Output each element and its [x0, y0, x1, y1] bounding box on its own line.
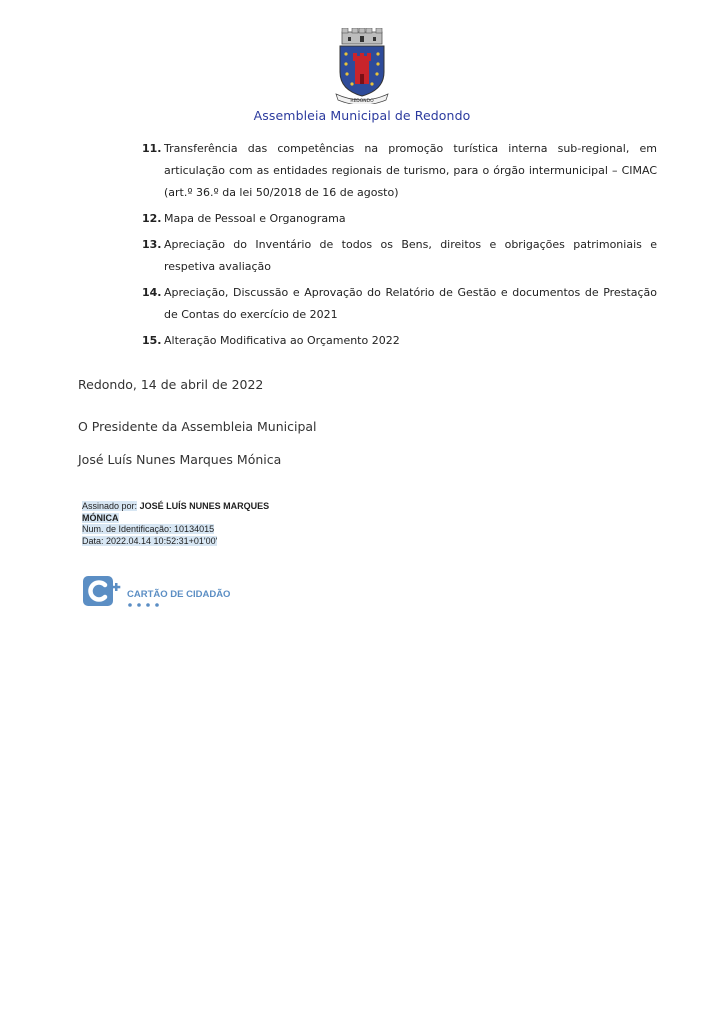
president-title: O Presidente da Assembleia Municipal — [78, 419, 317, 434]
president-name: José Luís Nunes Marques Mónica — [78, 452, 282, 467]
agenda-item-text: Apreciação, Discussão e Aprovação do Relatório de Gestão e documentos de Prestação de Contas do exercício de 2021 — [164, 286, 657, 321]
municipal-crest-icon — [330, 28, 394, 104]
agenda-item-number: 11. — [142, 142, 162, 155]
agenda-list — [142, 138, 657, 356]
digital-signature-block — [82, 501, 282, 547]
agenda-item-number: 13. — [142, 238, 162, 251]
signer-name-line2: MÓNICA — [82, 512, 119, 523]
agenda-item-text: Alteração Modificativa ao Orçamento 2022 — [164, 334, 400, 347]
agenda-item-text: Apreciação do Inventário de todos os Bens, direitos e obrigações patrimoniais e respetiva avaliação — [164, 238, 657, 273]
agenda-item — [142, 330, 657, 352]
agenda-item — [142, 282, 657, 326]
agenda-item-number: 14. — [142, 286, 162, 299]
page-title: Assembleia Municipal de Redondo — [253, 108, 471, 123]
agenda-item — [142, 138, 657, 204]
cartao-de-cidadao-logo-icon — [83, 574, 243, 610]
agenda-item-text: Transferência das competências na promoção turística interna sub-regional, em articulação com as entidades regionais de turismo, para o órgão intermunicipal – CIMAC (art.º 36.º da lei 50/2018 de 16 de agosto) — [164, 142, 657, 199]
agenda-item-text: Mapa de Pessoal e Organograma — [164, 212, 346, 225]
place-date: Redondo, 14 de abril de 2022 — [78, 377, 264, 392]
signature-date-line: Data: 2022.04.14 10:52:31+01'00' — [82, 535, 218, 546]
crest-banner-text: REDONDO — [350, 99, 374, 104]
signer-name-line1: JOSÉ LUÍS NUNES MARQUES — [139, 501, 270, 511]
agenda-item-number: 15. — [142, 334, 162, 347]
agenda-item-number: 12. — [142, 212, 162, 225]
agenda-item — [142, 234, 657, 278]
agenda-item — [142, 208, 657, 230]
logo-text: CARTÃO DE CIDADÃO — [127, 589, 231, 600]
signature-id-line: Num. de Identificação: 10134015 — [82, 524, 215, 534]
signed-by-label: Assinado por: — [82, 501, 138, 511]
